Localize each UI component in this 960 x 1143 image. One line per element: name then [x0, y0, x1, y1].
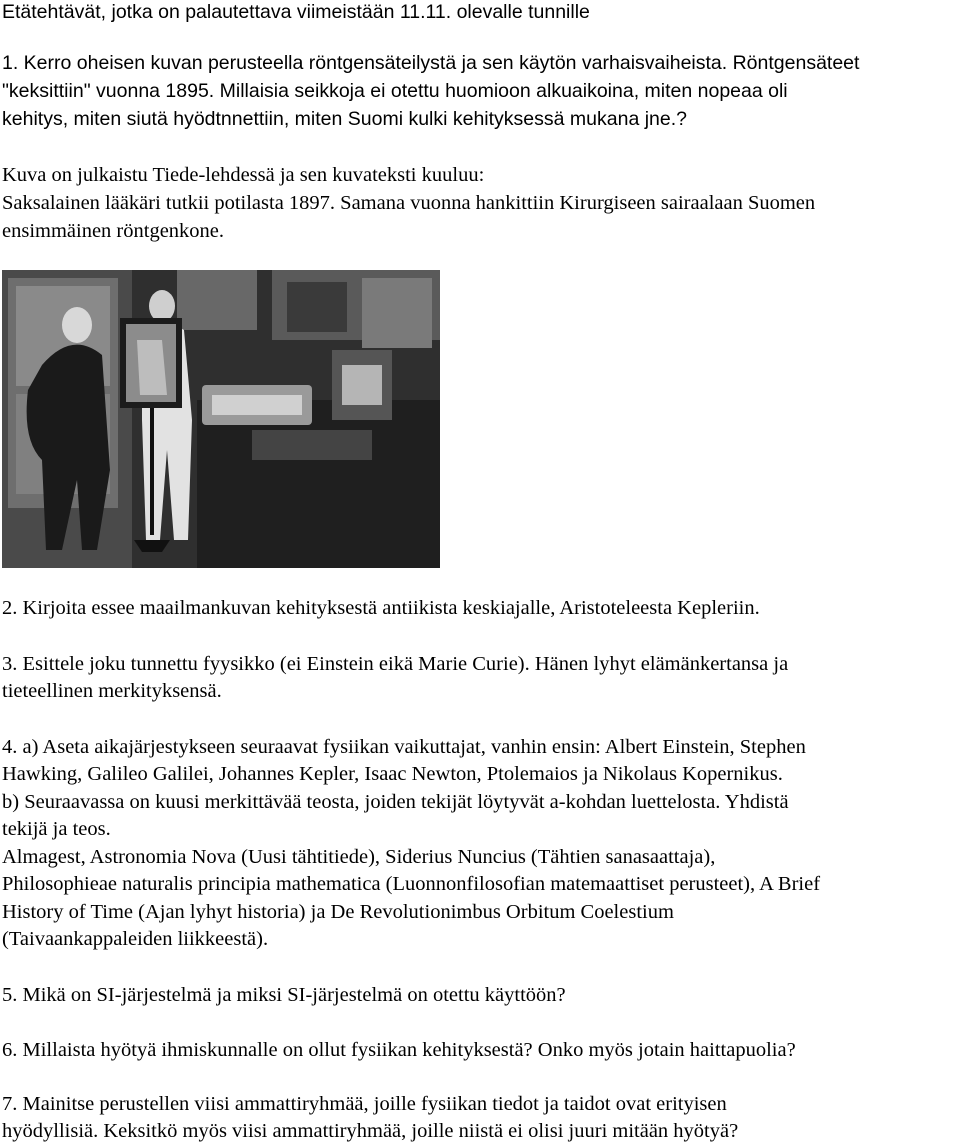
xray-photo-illustration [2, 270, 440, 568]
task-4-line: History of Time (Ajan lyhyt historia) ja De Revolutionimbus Orbitum Coelestium [2, 901, 674, 923]
task-6: 6. Millaista hyötyä ihmiskunnalle on ollut fysiikan kehityksestä? Onko myös jotain haittapuolia? [2, 1039, 796, 1061]
task-7-line: 7. Mainitse perustellen viisi ammattiryhmää, joille fysiikan tiedot ja taidot ovat erityisen [2, 1093, 727, 1115]
task-5: 5. Mikä on SI-järjestelmä ja miksi SI-järjestelmä on otettu käyttöön? [2, 984, 566, 1006]
task-3-line: 3. Esittele joku tunnettu fyysikko (ei Einstein eikä Marie Curie). Hänen lyhyt elämänkertansa ja [2, 653, 789, 675]
page-header: Etätehtävät, jotka on palautettava viimeistään 11.11. olevalle tunnille [2, 1, 590, 23]
caption-line: ensimmäinen röntgenkone. [2, 220, 225, 242]
task-4-line: 4. a) Aseta aikajärjestykseen seuraavat fysiikan vaikuttajat, vanhin ensin: Albert Einstein, Stephen [2, 736, 806, 758]
task-4-line: Hawking, Galileo Galilei, Johannes Kepler, Isaac Newton, Ptolemaios ja Nikolaus Kopernikus. [2, 763, 783, 785]
caption-line: Kuva on julkaistu Tiede-lehdessä ja sen kuvateksti kuuluu: [2, 164, 485, 186]
task-4-line: b) Seuraavassa on kuusi merkittävää teosta, joiden tekijät löytyvät a-kohdan luettelosta. Yhdistä [2, 791, 789, 813]
task-1-line: kehitys, miten siutä hyödtnnettiin, miten Suomi kulki kehityksessä mukana jne.? [2, 108, 687, 130]
task-1-line: "keksittiin" vuonna 1895. Millaisia seikkoja ei otettu huomioon alkuaikoina, miten nopeaa oli [2, 80, 788, 102]
task-3-line: tieteellinen merkityksensä. [2, 680, 222, 702]
task-4-line: tekijä ja teos. [2, 818, 111, 840]
task-7-line: hyödyllisiä. Keksitkö myös viisi ammattiryhmää, joille niistä ei olisi juuri mitään hyötyä? [2, 1120, 739, 1142]
task-4-line: (Taivaankappaleiden liikkeestä). [2, 928, 269, 950]
task-4-line: Philosophieae naturalis principia mathematica (Luonnonfilosofian matemaattiset perusteet), A Brief [2, 873, 821, 895]
caption-line: Saksalainen lääkäri tutkii potilasta 1897. Samana vuonna hankittiin Kirurgiseen sairaalaan Suomen [2, 192, 816, 214]
task-4-line: Almagest, Astronomia Nova (Uusi tähtitiede), Siderius Nuncius (Tähtien sanasaattaja), [2, 846, 716, 868]
task-1-line: 1. Kerro oheisen kuvan perusteella röntgensäteilystä ja sen käytön varhaisvaiheista. Röntgensäteet [2, 52, 860, 74]
task-2: 2. Kirjoita essee maailmankuvan kehityksestä antiikista keskiajalle, Aristoteleesta Kepleriin. [2, 597, 760, 619]
xray-historical-photo [2, 270, 440, 568]
